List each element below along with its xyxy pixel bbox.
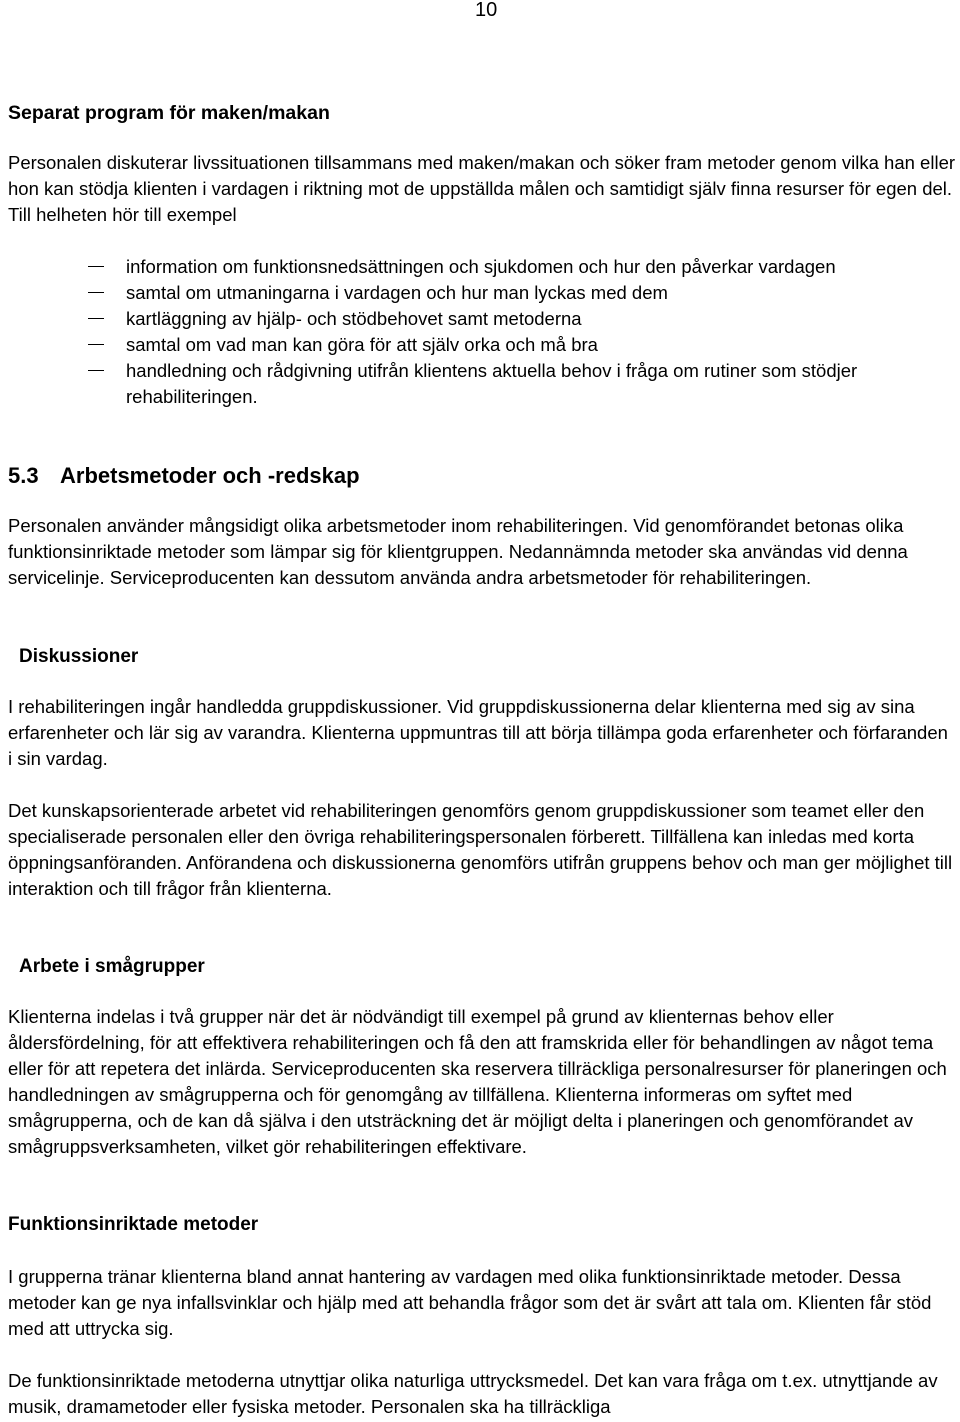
list-item-text: handledning och rådgivning utifrån klientens aktuella behov i fråga om rutiner som stödjer rehabiliteringen. [126,360,858,407]
list-item [0,358,946,410]
heading-smagrupper: Arbete i smågrupper [19,956,205,977]
paragraph-separat-program: Personalen diskuterar livssituationen tillsammans med maken/makan och söker fram metoder genom vilka han eller hon kan stödja klienten i vardagen i riktning mot de uppställda målen och samtidigt själv finna resurser för egen del. Till helheten hör till exempel [8,152,956,225]
dash-bullet-icon [88,318,104,319]
section-number: 5.3 [8,463,39,488]
bullet-list-separat-program [0,254,960,410]
page-number: 10 [475,0,498,21]
paragraph-arbetsmetoder: Personalen använder mångsidigt olika arbetsmetoder inom rehabiliteringen. Vid genomförandet betonas olika funktionsinriktade metoder som lämpar sig för klientgruppen. Nedannämnda metoder ska användas vid denna servicelinje. Serviceproducenten kan dessutom använda andra arbetsmetoder för rehabiliteringen. [8,515,908,588]
list-item [0,280,946,306]
list-item [0,332,946,358]
paragraph-diskussioner-2: Det kunskapsorienterade arbetet vid rehabiliteringen genomförs genom gruppdiskussioner som teamet eller den specialiserade personalen eller den övriga rehabiliteringspersonalen förberett. Tillfällena kan inledas med korta öppningsanföranden. Anförandena och diskussionerna genomförs utifrån gruppens behov och man ger möjlighet till interaktion och till frågor från klienterna. [8,800,953,899]
section-title: Arbetsmetoder och -redskap [60,463,360,488]
list-item-text: information om funktionsnedsättningen och sjukdomen och hur den påverkar vardagen [126,256,836,277]
list-item [0,306,946,332]
dash-bullet-icon [88,344,104,345]
list-item-text: kartläggning av hjälp- och stödbehovet samt metoderna [126,308,582,329]
paragraph-funktionsinriktade-1: I grupperna tränar klienterna bland annat hantering av vardagen med olika funktionsinriktade metoder. Dessa metoder kan ge nya infallsvinklar och hjälp med att behandla frågor som det är svårt att tala om. Klienten får stöd med att uttrycka sig. [8,1266,932,1339]
section-heading-5-3 [8,462,360,490]
paragraph-funktionsinriktade-2: De funktionsinriktade metoderna utnyttjar olika naturliga uttrycksmedel. Det kan vara fråga om t.ex. utnyttjande av musik, dramametoder eller fysiska metoder. Personalen ska ha tillräckliga [8,1370,938,1417]
dash-bullet-icon [88,292,104,293]
list-item-text: samtal om utmaningarna i vardagen och hur man lyckas med dem [126,282,668,303]
dash-bullet-icon [88,266,104,267]
list-item [0,254,946,280]
paragraph-smagrupper: Klienterna indelas i två grupper när det är nödvändigt till exempel på grund av klienternas behov eller åldersfördelning, för att effektivera rehabiliteringen och få den att framskrida eller för behandlingen av något tema eller för att repetera det inlärda. Serviceproducenten ska reservera tillräckliga personalresurser för planeringen och handledningen av smågrupperna och för genomgång av tillfällena. Klienterna informeras om syftet med smågrupperna, och de kan då själva i den utsträckning det är möjligt delta i planeringen och genomförandet av smågruppsverksamheten, vilket gör rehabiliteringen effektivare. [8,1006,947,1157]
list-item-text: samtal om vad man kan göra för att själv orka och må bra [126,334,598,355]
dash-bullet-icon [88,370,104,371]
heading-diskussioner: Diskussioner [19,646,139,667]
heading-funktionsinriktade: Funktionsinriktade metoder [8,1214,259,1235]
heading-separat-program: Separat program för maken/makan [8,102,330,124]
paragraph-diskussioner-1: I rehabiliteringen ingår handledda gruppdiskussioner. Vid gruppdiskussionerna delar klienterna med sig av sina erfarenheter och lär sig av varandra. Klienterna uppmuntras till att börja tillämpa goda erfarenheter och förfaranden i sin vardag. [8,696,948,769]
